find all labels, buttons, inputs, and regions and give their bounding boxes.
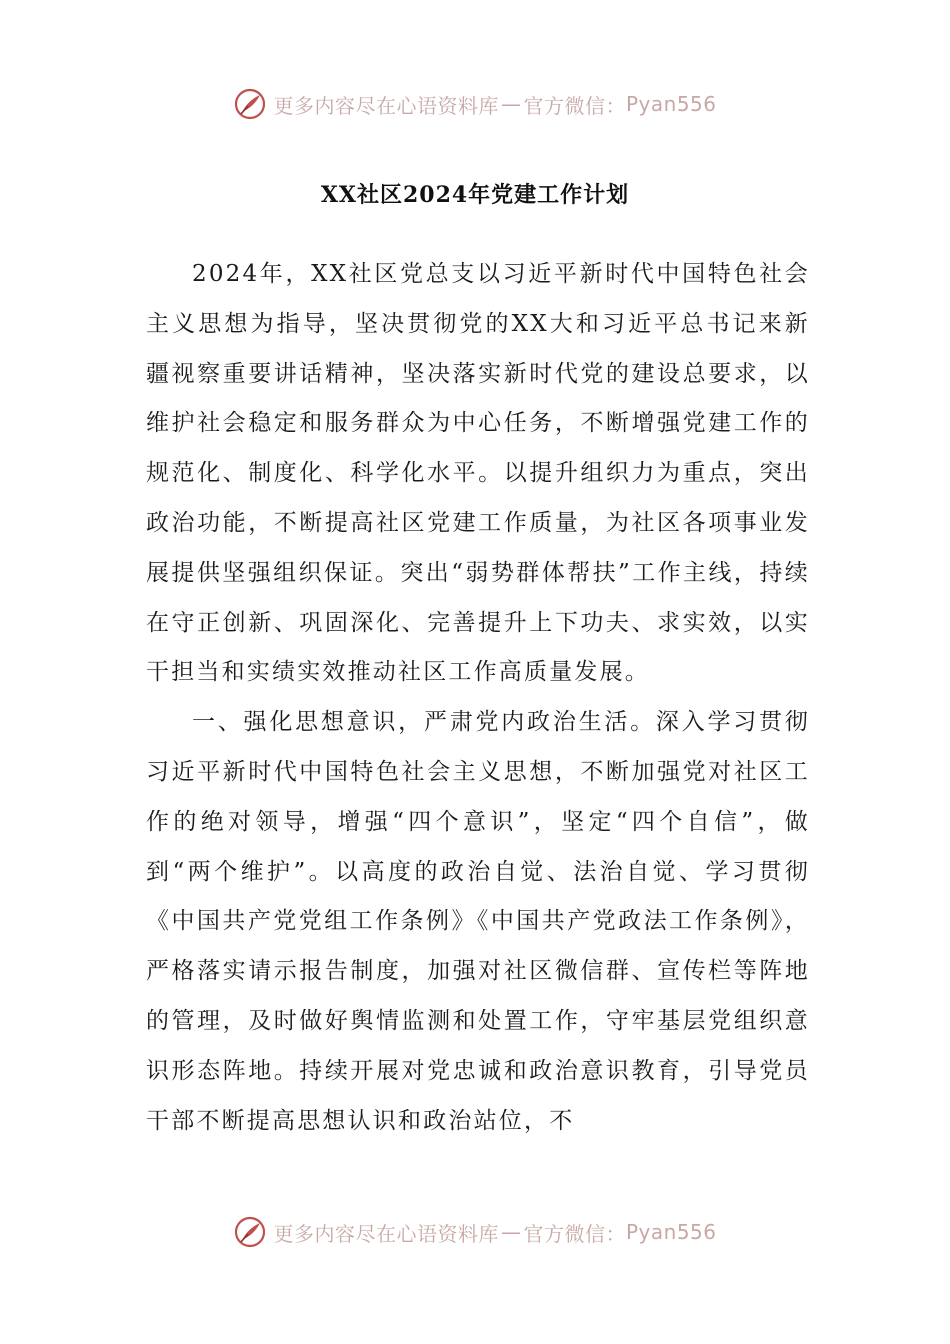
- watermark-text: 更多内容尽在心语资料库: [273, 93, 499, 118]
- header-watermark: [0, 84, 950, 124]
- watermark-contact-label: 官方微信：: [523, 1221, 626, 1246]
- paragraph-section-one: 一、强化思想意识，严肃党内政治生活。深入学习贯彻习近平新时代中国特色社会主义思想，不断加强党对社区工作的绝对领导，增强“四个意识”，坚定“四个自信”，做到“两个维护”。以高度的政治自觉、法治自觉、学习贯彻《中国共产党党组工作条例》《中国共产党政法工作条例》，严格落实请示报告制度，加强对社区微信群、宣传栏等阵地的管理，及时做好舆情监测和处置工作，守牢基层党组织意识形态阵地。持续开展对党忠诚和政治意识教育，引导党员干部不断提高思想认识和政治站位，不: [146, 709, 810, 1134]
- paragraph-intro: 2024年，XX社区党总支以习近平新时代中国特色社会主义思想为指导，坚决贯彻党的XX大和习近平总书记来新疆视察重要讲话精神，坚决落实新时代党的建设总要求，以维护社会稳定和服务群众为中心任务，不断增强党建工作的规范化、制度化、科学化水平。以提升组织力为重点，突出政治功能，不断提高社区党建工作质量，为社区各项事业发展提供坚强组织保证。突出“弱势群体帮扶”工作主线，持续在守正创新、巩固深化、完善提升上下功夫、求实效，以实干担当和实绩实效推动社区工作高质量发展。: [146, 261, 810, 686]
- feather-logo-icon: [233, 87, 267, 121]
- watermark-contact-id: Pyan556: [625, 1220, 717, 1244]
- footer-watermark: [0, 1212, 950, 1252]
- watermark-text: 更多内容尽在心语资料库: [273, 1221, 499, 1246]
- watermark-dash: —: [500, 1220, 522, 1244]
- feather-logo-icon: [233, 1215, 267, 1249]
- document-body: [146, 250, 810, 1146]
- watermark-dash: —: [500, 92, 522, 116]
- watermark-contact-id: Pyan556: [625, 92, 717, 116]
- document-title: XX社区2024年党建工作计划: [320, 182, 630, 208]
- watermark-contact-label: 官方微信：: [523, 93, 626, 118]
